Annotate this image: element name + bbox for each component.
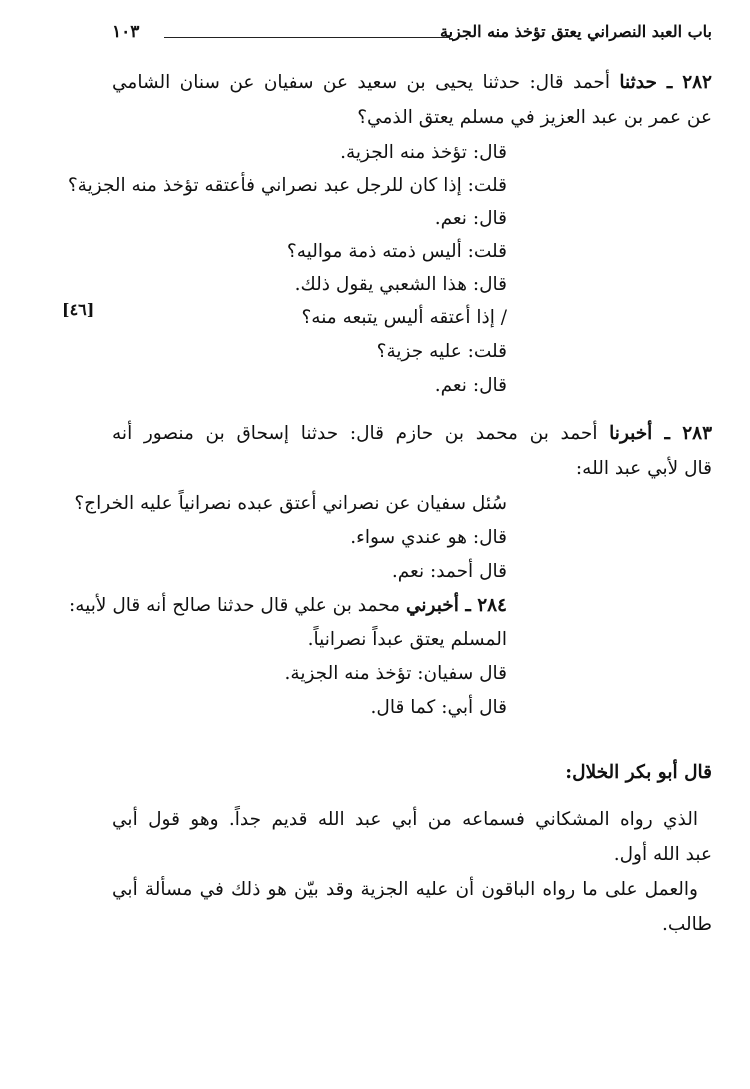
text-line [614,841,712,869]
line-text: سُئل سفيان عن نصراني أعتق عبده نصرانياً عليه الخراج؟ [74,493,507,514]
text-line [68,172,507,200]
text-line [112,420,712,448]
line-text: والعمل على ما رواه الباقون أن عليه الجزية وقد بيّن هو ذلك في مسألة أبي [112,879,698,900]
text-line [371,694,507,722]
page-number: ١٠٣ [112,22,140,42]
narration-lead: ٢٨٢ ـ حدثنا [619,72,712,93]
line-text: قلت: عليه جزية؟ [376,341,507,362]
line-text: قلت: أليس ذمته ذمة مواليه؟ [286,241,507,262]
heading-text: قال أبو بكر الخلال: [565,762,712,783]
line-text: قال أحمد: نعم. [391,561,507,582]
line-text: قال لأبي عبد الله: [575,458,712,479]
text-line [301,304,507,332]
text-line [435,205,507,233]
manuscript-page-marker: [٤٦] [62,300,95,319]
header-rule [164,37,450,38]
line-text: قال: هذا الشعبي يقول ذلك. [294,274,507,295]
text-line [74,490,507,518]
text-line [350,524,507,552]
line-text: الذي رواه المشكاني فسماعه من أبي عبد الله قديم جداً. وهو قول أبي [112,809,698,830]
text-line [112,876,698,904]
text-line [287,238,507,266]
line-text: قال: نعم. [434,208,507,229]
text-line [392,558,507,586]
line-text: قال سفيان: تؤخذ منه الجزية. [284,663,507,684]
line-text: / إذا أعتقه أليس يتبعه منه؟ [301,307,507,328]
line-text: أحمد بن محمد بن حازم قال: حدثنا إسحاق بن منصور أنه [112,423,610,444]
text-line [295,271,507,299]
line-text: عن عمر بن عبد العزيز في مسلم يعتق الذمي؟ [357,107,712,128]
text-line [435,372,507,400]
line-text: قال: هو عندي سواء. [350,527,507,548]
text-line [112,806,698,834]
narration-lead: ٢٨٣ ـ أخبرنا [609,423,713,444]
text-line [662,911,712,939]
narration-lead: ٢٨٤ ـ أخبرني [405,595,507,616]
line-text: قال: نعم. [434,375,507,396]
line-text: قال: تؤخذ منه الجزية. [340,142,507,163]
line-text: طالب. [661,914,712,935]
text-line [576,455,712,483]
line-text: قال أبي: كما قال. [370,697,507,718]
text-line [308,626,507,654]
line-text: محمد بن علي قال حدثنا صالح أنه قال لأبيه: [69,595,406,616]
text-line [285,660,507,688]
text-line [377,338,507,366]
line-text: المسلم يعتق عبداً نصرانياً. [307,629,507,650]
text-line [112,69,712,97]
section-heading [565,759,712,787]
text-line [340,139,507,167]
page-header [112,22,712,52]
chapter-title: باب العبد النصراني يعتق تؤخذ منه الجزية [440,22,712,41]
line-text: قلت: إذا كان للرجل عبد نصراني فأعتقه تؤخذ منه الجزية؟ [67,175,507,196]
text-line [69,592,507,620]
line-text: أحمد قال: حدثنا يحيى بن سعيد عن سفيان عن سنان الشامي [112,72,620,93]
line-text: عبد الله أول. [613,844,712,865]
text-line [357,104,712,132]
